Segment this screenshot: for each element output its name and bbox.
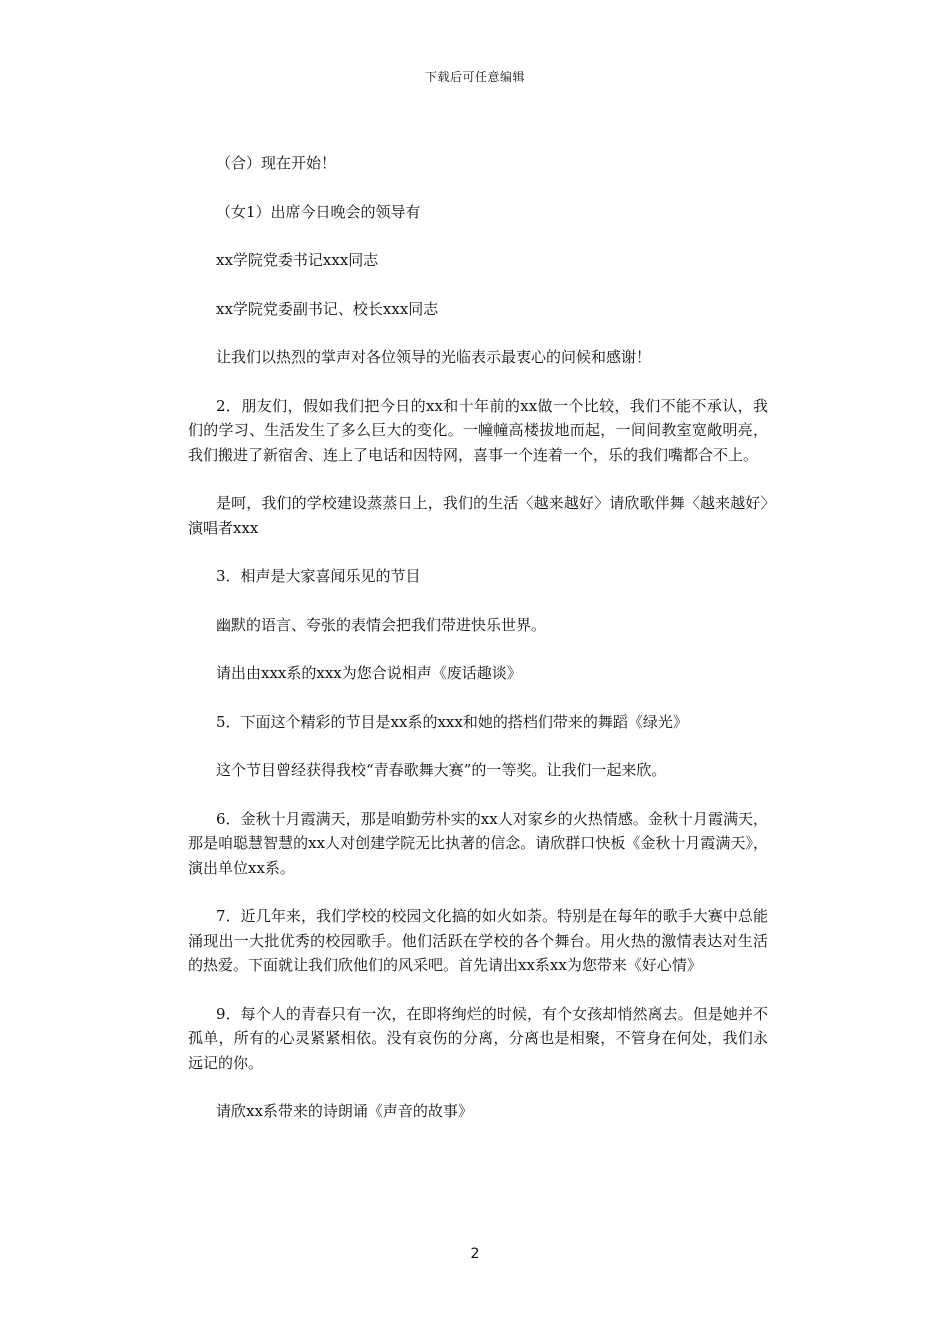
paragraph: 请欣xx系带来的诗朗诵《声音的故事》	[216, 1102, 473, 1120]
paragraph: xx学院党委书记xxx同志	[216, 251, 379, 269]
paragraph: 7．近几年来，我们学校的校园文化搞的如火如荼。特别是在每年的歌手大赛中总能涌现出一大批优秀的校园歌手。他们活跃在学校的各个舞台。用火热的激情表达对生活的热爱。下面就让我们欣他们的风采吧。首先请出xx系xx为您带来《好心情》	[188, 907, 768, 974]
paragraph: （合）现在开始！	[216, 154, 337, 172]
paragraph: （女1）出席今日晚会的领导有	[216, 202, 421, 221]
paragraph: 6．金秋十月霞满天，那是咱勤劳朴实的xx人对家乡的火热情感。金秋十月霞满天，那是咱聪慧智慧的xx人对创建学院无比执著的信念。请欣群口快板《金秋十月霞满天》，演出单位xx系。	[188, 809, 768, 877]
paragraph: 让我们以热烈的掌声对各位领导的光临表示最衷心的问候和感谢！	[216, 348, 652, 366]
document-body	[188, 151, 768, 1148]
paragraph: 3．相声是大家喜闻乐见的节目	[216, 567, 421, 585]
paragraph: xx学院党委副书记、校长xxx同志	[216, 299, 439, 318]
paragraph: 这个节目曾经获得我校“青春歌舞大赛”的一等奖。让我们一起来欣。	[216, 761, 667, 779]
page-number: 2	[470, 1246, 480, 1262]
paragraph: 5．下面这个精彩的节目是xx系的xxx和她的搭档们带来的舞蹈《绿光》	[216, 712, 688, 731]
paragraph: 是呵，我们的学校建设蒸蒸日上，我们的生活〈越来越好〉请欣歌伴舞〈越来越好〉演唱者xxx	[188, 494, 768, 537]
paragraph: 2．朋友们，假如我们把今日的xx和十年前的xx做一个比较，我们不能不承认，我们的学习、生活发生了多么巨大的变化。一幢幢高楼拔地而起，一间间教室宽敞明亮，我们搬进了新宿舍、连上了电话和因特网，喜事一个连着一个，乐的我们嘴都合不上。	[188, 396, 768, 464]
paragraph: 9．每个人的青春只有一次，在即将绚烂的时候，有个女孩却悄然离去。但是她并不孤单，所有的心灵紧紧相依。没有哀伤的分离，分离也是相聚，不管身在何处，我们永远记的你。	[188, 1004, 768, 1072]
paragraph: 请出由xxx系的xxx为您合说相声《废话趣谈》	[216, 664, 522, 682]
page-header: 下载后可任意编辑	[424, 70, 525, 84]
paragraph: 幽默的语言、夸张的表情会把我们带进快乐世界。	[216, 615, 547, 634]
